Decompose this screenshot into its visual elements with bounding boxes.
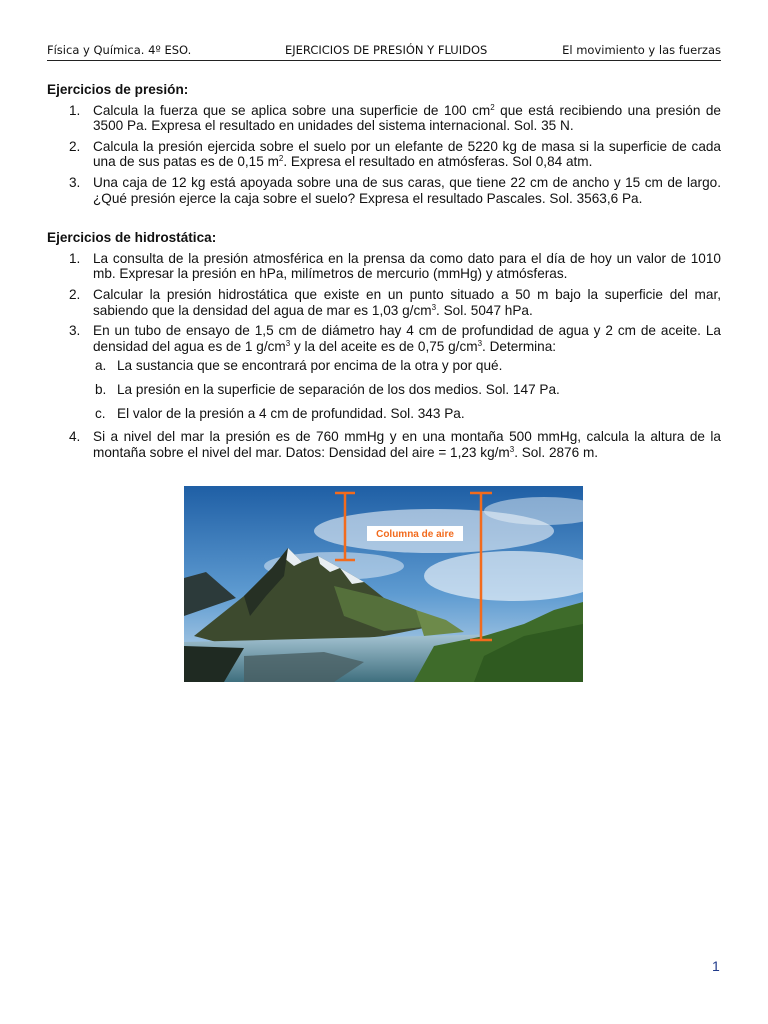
page-header xyxy=(47,40,721,61)
exercise-item: 3. Una caja de 12 kg está apoyada sobre una de sus caras, que tiene 22 cm de ancho y 15 cm de largo. ¿Qué presión ejerce la caja sobre el suelo? Expresa el resultado Pascales. Sol. 3563,6 Pa. xyxy=(69,174,721,206)
section-title-presion: Ejercicios de presión: xyxy=(47,82,189,97)
sub-question: c. El valor de la presión a 4 cm de profundidad. Sol. 343 Pa. xyxy=(95,405,465,421)
page-number: 1 xyxy=(712,958,720,974)
header-subject: Física y Química. 4º ESO. xyxy=(47,43,192,57)
header-title: EJERCICIOS DE PRESIÓN Y FLUIDOS xyxy=(285,43,488,57)
exercise-item: 2. Calcula la presión ejercida sobre el suelo por un elefante de 5220 kg de masa si la superficie de cada una de sus patas es de 0,15 $m^2$. Expresa el resultado en atmósferas. Sol 0,84 atm. xyxy=(69,138,721,170)
sub-question-list xyxy=(93,358,721,421)
exercise-item: 1. Calcula la fuerza que se aplica sobre una superficie de 100 $cm^2$ que está recibiendo una presión de 3500 Pa. Expresa el resultado en unidades del sistema internacional. Sol. 35 N. xyxy=(69,102,721,134)
exercise-item: 2. Calcular la presión hidrostática que existe en un punto situado a 50 m bajo la superficie del mar, sabiendo que la densidad del agua de mar es 1,03 $g/cm^3$. Sol. 5047 hPa. xyxy=(69,286,721,318)
section-title-hidrostatica: Ejercicios de hidrostática: xyxy=(47,230,217,246)
exercise-item: 1. La consulta de la presión atmosférica en la prensa da como dato para el día de hoy un valor de 1010 mb. Expresar la presión en hPa, milímetros de mercurio (mmHg) y atmósferas. xyxy=(69,250,721,282)
exercise-list-presion xyxy=(47,103,721,207)
exercise-list-hidrostatica xyxy=(47,251,721,461)
air-column-label: Columna de aire xyxy=(376,529,454,540)
header-unit: El movimiento y las fuerzas xyxy=(562,43,721,57)
sub-question: a. La sustancia que se encontrará por encima de la otra y por qué. xyxy=(95,358,503,374)
exercise-item: 4. Si a nivel del mar la presión es de 760 mmHg y en una montaña 500 mmHg, calcula la altura de la montaña sobre el nivel del mar. Datos: Densidad del aire = 1,23 $kg/m^3$. Sol. 2876 m. xyxy=(69,429,721,460)
mountain-air-column-image xyxy=(184,486,583,682)
sub-question: b. La presión en la superficie de separación de los dos medios. Sol. 147 Pa. xyxy=(95,381,560,397)
document-body xyxy=(47,82,721,465)
exercise-item: 3. En un tubo de ensayo de 1,5 cm de diámetro hay 4 cm de profundidad de agua y 2 cm de aceite. La densidad del agua es de 1 $g/cm^3$ y la del aceite es de 0,75 $g/cm^3$. Determina: a. La sustancia que se encontrará por encima de la otra y por qué. b. La presión en la superficie de separación de los dos medios. Sol. 147 Pa. c. El valor de la presión a 4 cm de profundidad. Sol. 343 Pa. xyxy=(69,323,721,421)
